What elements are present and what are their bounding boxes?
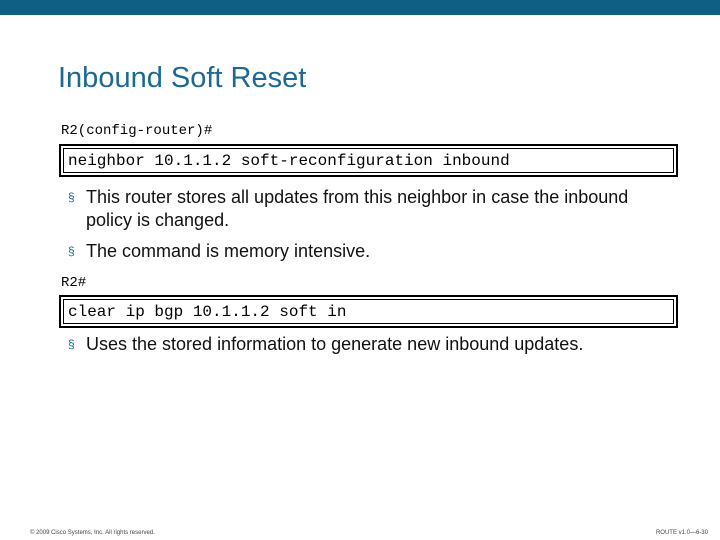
- footer-course-page: ROUTE v1.0—6-30: [655, 530, 708, 536]
- bullet-item: [68, 333, 658, 356]
- command-box-soft-reconfiguration: [59, 144, 678, 177]
- bullet-item: [68, 186, 658, 232]
- command-box-clear-bgp: [59, 295, 678, 328]
- bullet-marker-icon: §: [68, 244, 75, 258]
- bullet-text: Uses the stored information to generate new inbound updates.: [86, 334, 584, 354]
- top-bar: [0, 0, 720, 15]
- bullet-marker-icon: §: [68, 337, 75, 351]
- command-text: neighbor 10.1.1.2 soft-reconfiguration inbound: [68, 152, 510, 170]
- router-config-prompt: R2(config-router)#: [61, 123, 213, 139]
- footer-copyright: © 2009 Cisco Systems, Inc. All rights reserved.: [30, 530, 155, 536]
- command-text: clear ip bgp 10.1.1.2 soft in: [68, 303, 347, 321]
- bullet-item: [68, 240, 658, 263]
- slide-title: Inbound Soft Reset: [58, 62, 307, 94]
- bullet-text: This router stores all updates from this neighbor in case the inbound policy is changed.: [86, 187, 629, 230]
- bullet-text: The command is memory intensive.: [86, 241, 371, 261]
- bullet-marker-icon: §: [68, 190, 75, 204]
- router-exec-prompt: R2#: [61, 275, 87, 291]
